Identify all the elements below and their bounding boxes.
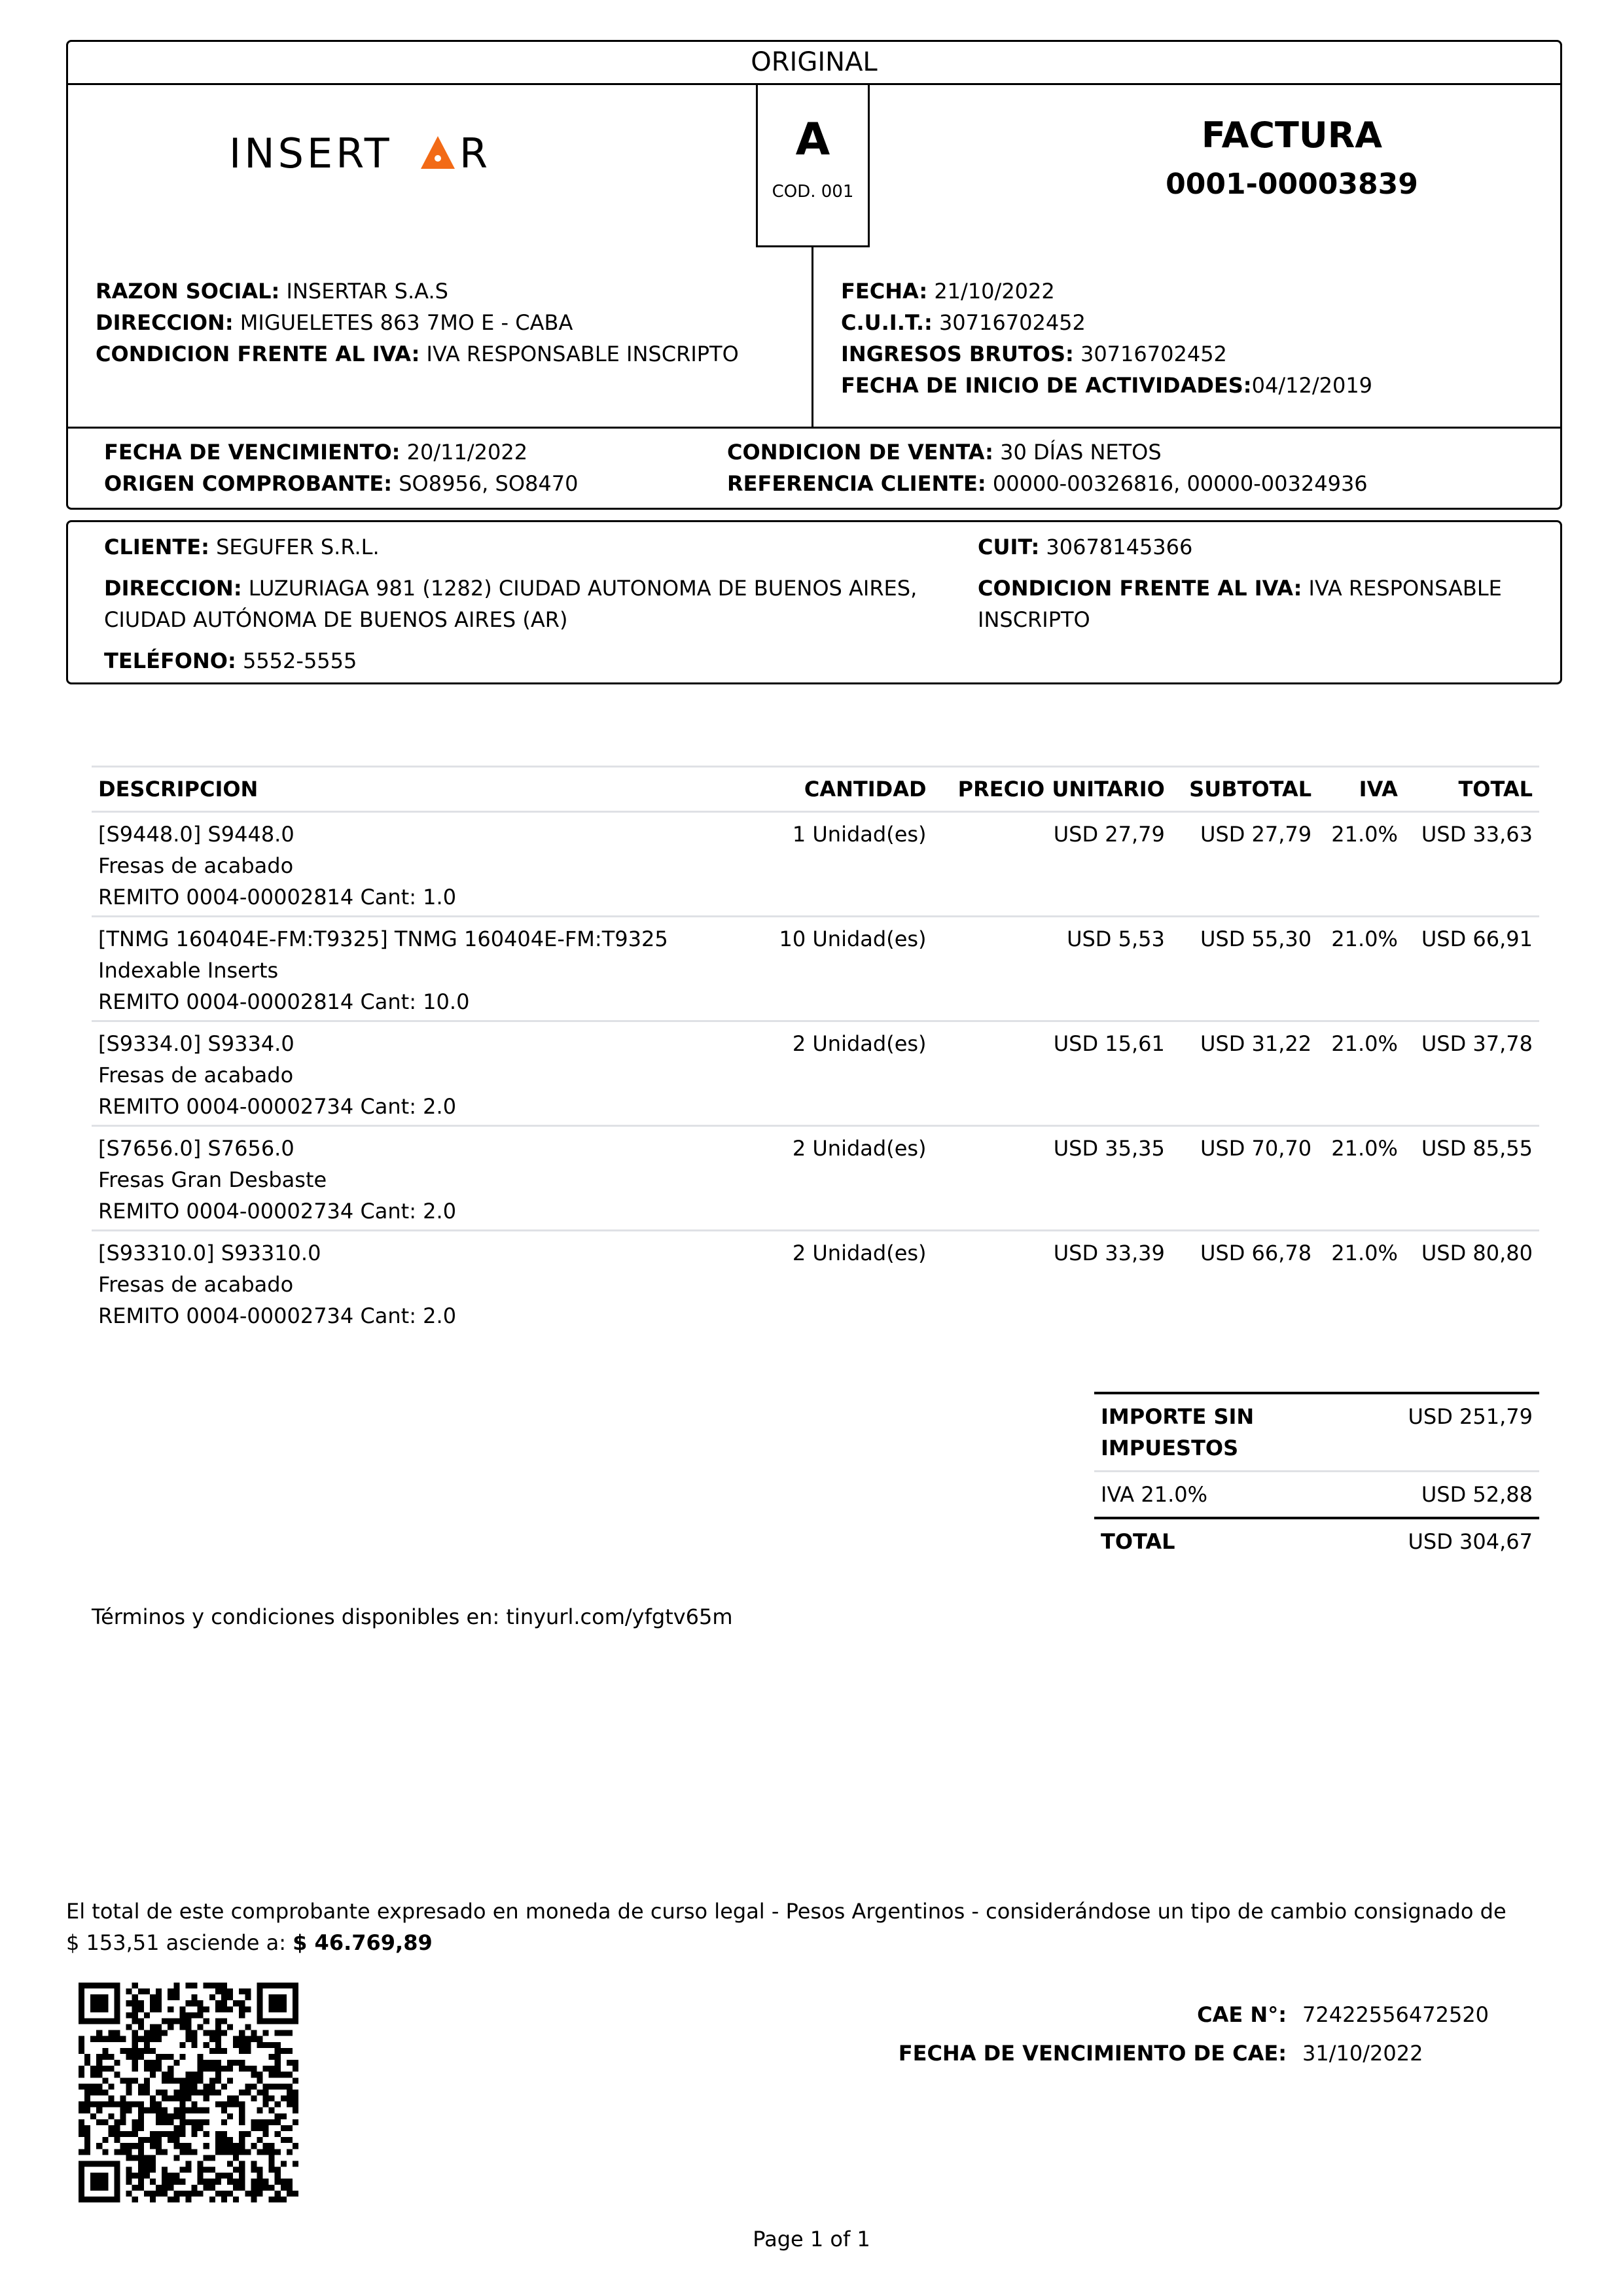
issuer-info [96,275,739,370]
origen-value: SO8956, SO8470 [399,471,579,496]
cae-due-value: 31/10/2022 [1302,2041,1423,2066]
col-header-cantidad: CANTIDAD [759,767,933,812]
item-iva: 21.0% [1331,1241,1398,1265]
table-row [92,917,1539,1021]
table-header-row [92,767,1539,812]
table-row [92,812,1539,917]
due-origin-info [104,436,578,499]
totals-table [1094,1392,1539,1564]
cae-number-value: 72422556472520 [1302,2002,1489,2027]
col-header-precio: PRECIO UNITARIO [933,767,1171,812]
direccion-label: DIRECCION: [96,310,234,335]
item-description-line: REMITO 0004-00002734 Cant: 2.0 [98,1199,457,1224]
direccion-value: MIGUELETES 863 7MO E - CABA [240,310,573,335]
client-cuit-value: 30678145366 [1046,535,1193,559]
item-quantity: 2 Unidad(es) [792,1031,927,1056]
exchange-line1: El total de este comprobante expresado en moneda de curso legal - Pesos Argentinos - considerándose un tipo de cambio consignado de [66,1899,1507,1924]
item-subtotal: USD 55,30 [1200,927,1312,951]
header-separator [68,427,1560,429]
item-iva: 21.0% [1331,1031,1398,1056]
origen-label: ORIGEN COMPROBANTE: [104,471,393,496]
razon-social-value: INSERTAR S.A.S [286,279,448,304]
grand-total-value: USD 304,67 [1408,1529,1533,1554]
referencia-label: REFERENCIA CLIENTE: [727,471,986,496]
client-direccion-label: DIRECCION: [104,576,242,601]
cuit-label: C.U.I.T.: [841,310,933,335]
invoice-header-box [66,40,1562,510]
item-subtotal: USD 27,79 [1200,822,1312,847]
item-description-line: Fresas de acabado [98,1272,294,1297]
client-direccion-line2: CIUDAD AUTÓNOMA DE BUENOS AIRES (AR) [104,607,568,632]
totals-row-total [1094,1518,1539,1564]
item-description-line: [S7656.0] S7656.0 [98,1136,294,1161]
item-subtotal: USD 70,70 [1200,1136,1312,1161]
sale-condition-info [727,436,1368,499]
item-iva: 21.0% [1331,822,1398,847]
item-description-line: REMITO 0004-00002814 Cant: 1.0 [98,885,457,910]
iibb-value: 30716702452 [1080,342,1227,366]
item-description [92,917,759,1021]
item-description-line: REMITO 0004-00002814 Cant: 10.0 [98,989,470,1014]
grand-total-label: TOTAL [1101,1529,1175,1554]
item-description [92,1126,759,1231]
table-row [92,1231,1539,1335]
item-quantity: 2 Unidad(es) [792,1241,927,1265]
exchange-rate-note [66,1896,1558,1958]
totals-row-subtotal [1094,1393,1539,1472]
subtotal-value: USD 251,79 [1408,1404,1533,1429]
item-description-line: REMITO 0004-00002734 Cant: 2.0 [98,1303,457,1328]
iva-total-value: USD 52,88 [1421,1482,1533,1507]
telefono-value: 5552-5555 [242,648,357,673]
qr-code-icon [79,1983,298,2202]
item-description-line: [S9448.0] S9448.0 [98,822,294,847]
header-divider [812,247,813,429]
items-table [92,766,1539,1335]
item-total: USD 33,63 [1421,822,1533,847]
item-description [92,812,759,917]
client-iva-label: CONDICION FRENTE AL IVA: [978,576,1302,601]
vencimiento-value: 20/11/2022 [406,440,528,465]
exchange-amount: $ 46.769,89 [293,1930,433,1955]
item-iva: 21.0% [1331,1136,1398,1161]
invoice-type-box [756,84,870,247]
iibb-label: INGRESOS BRUTOS: [841,342,1074,366]
logo-text-left: INSERT [229,133,393,173]
item-quantity: 2 Unidad(es) [792,1136,927,1161]
inicio-actividades-value: 04/12/2019 [1251,373,1373,398]
referencia-value: 00000-00326816, 00000-00324936 [992,471,1368,496]
client-iva-line2: INSCRIPTO [978,607,1090,632]
item-total: USD 85,55 [1421,1136,1533,1161]
item-quantity: 10 Unidad(es) [779,927,927,951]
item-description-line: Indexable Inserts [98,958,279,983]
item-description-line: Fresas Gran Desbaste [98,1167,327,1192]
iva-condition-label: CONDICION FRENTE AL IVA: [96,342,420,366]
fecha-value: 21/10/2022 [934,279,1055,304]
table-row [92,1126,1539,1231]
client-box [66,520,1562,684]
col-header-iva: IVA [1318,767,1404,812]
item-description-line: [TNMG 160404E-FM:T9325] TNMG 160404E-FM:T9325 [98,927,668,951]
item-description-line: [S9334.0] S9334.0 [98,1031,294,1056]
doc-type: FACTURA [1201,115,1383,156]
client-direccion-line1: LUZURIAGA 981 (1282) CIUDAD AUTONOMA DE BUENOS AIRES, [248,576,918,601]
fecha-label: FECHA: [841,279,928,304]
iva-total-label: IVA 21.0% [1101,1482,1207,1507]
telefono-label: TELÉFONO: [104,648,236,673]
item-total: USD 80,80 [1421,1241,1533,1265]
exchange-line2: $ 153,51 asciende a: [66,1930,293,1955]
logo-text-right: R [459,133,488,173]
issuer-fiscal-info [841,275,1372,401]
item-description-line: Fresas de acabado [98,853,294,878]
item-unit-price: USD 33,39 [1053,1241,1165,1265]
item-iva: 21.0% [1331,927,1398,951]
vencimiento-label: FECHA DE VENCIMIENTO: [104,440,401,465]
condicion-venta-value: 30 DÍAS NETOS [1000,440,1162,465]
item-description-line: Fresas de acabado [98,1063,294,1087]
totals-row-iva [1094,1472,1539,1519]
item-description-line: [S93310.0] S93310.0 [98,1241,321,1265]
item-unit-price: USD 35,35 [1053,1136,1165,1161]
copy-label: ORIGINAL [68,42,1560,85]
item-quantity: 1 Unidad(es) [792,822,927,847]
col-header-total: TOTAL [1404,767,1539,812]
item-unit-price: USD 27,79 [1053,822,1165,847]
inicio-actividades-label: FECHA DE INICIO DE ACTIVIDADES: [841,373,1252,398]
client-iva-line1: IVA RESPONSABLE [1308,576,1502,601]
cae-due-label: FECHA DE VENCIMIENTO DE CAE: [898,2041,1287,2066]
item-unit-price: USD 15,61 [1053,1031,1165,1056]
iva-condition-value: IVA RESPONSABLE INSCRIPTO [426,342,739,366]
item-total: USD 66,91 [1421,927,1533,951]
doc-number: 0001-00003839 [1166,168,1418,201]
item-description [92,1021,759,1126]
item-description [92,1231,759,1335]
terms-link-text: Términos y condiciones disponibles en: tinyurl.com/yfgtv65m [92,1604,733,1629]
item-unit-price: USD 5,53 [1067,927,1165,951]
cliente-value: SEGUFER S.R.L. [216,535,380,559]
table-row [92,1021,1539,1126]
item-total: USD 37,78 [1421,1031,1533,1056]
page-number: Page 1 of 1 [753,2227,870,2252]
document-title [997,113,1586,205]
qr-modules [79,1983,298,2202]
item-subtotal: USD 66,78 [1200,1241,1312,1265]
subtotal-label-line2: IMPUESTOS [1101,1436,1239,1460]
cuit-value: 30716702452 [938,310,1086,335]
cliente-label: CLIENTE: [104,535,209,559]
item-subtotal: USD 31,22 [1200,1031,1312,1056]
cae-info [720,1999,1505,2069]
invoice-letter: A [795,114,830,166]
invoice-code: COD. 001 [772,182,854,202]
logo-triangle-icon [421,136,455,169]
subtotal-label-line1: IMPORTE SIN [1101,1404,1255,1429]
col-header-descripcion: DESCRIPCION [92,767,759,812]
client-cuit-label: CUIT: [978,535,1040,559]
cae-number-label: CAE N°: [1197,2002,1287,2027]
item-description-line: REMITO 0004-00002734 Cant: 2.0 [98,1094,457,1119]
razon-social-label: RAZON SOCIAL: [96,279,280,304]
col-header-subtotal: SUBTOTAL [1171,767,1318,812]
company-logo [229,133,510,173]
condicion-venta-label: CONDICION DE VENTA: [727,440,993,465]
